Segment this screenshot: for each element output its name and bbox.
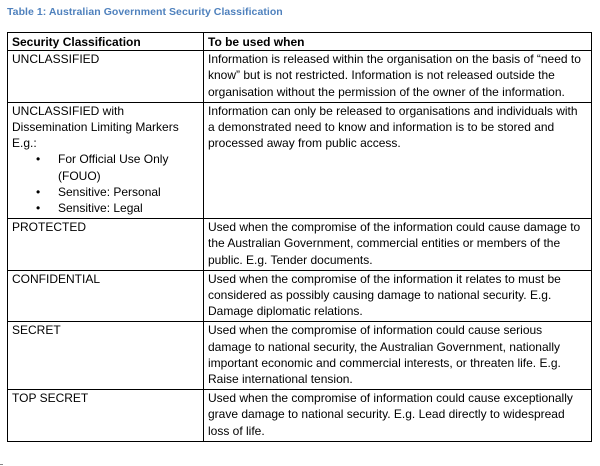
- list-item-text: For Official Use Only (FOUO): [58, 152, 169, 183]
- usage-cell: Information can only be released to organisations and individuals with a demonstrated need to know and information is to be stored and processed away from public access.: [204, 102, 592, 218]
- classification-cell: TOP SECRET: [8, 390, 204, 442]
- classification-cell: [8, 102, 204, 218]
- classification-cell: UNCLASSIFIED: [8, 51, 204, 103]
- list-item: [12, 200, 199, 216]
- list-item: [12, 151, 199, 183]
- table-row: [8, 322, 592, 390]
- table-header-row: [8, 33, 592, 51]
- list-item-text: Sensitive: Personal: [58, 184, 161, 199]
- column-header-usage: To be used when: [204, 33, 592, 51]
- bullet-icon: •: [36, 201, 41, 216]
- table-row: [8, 390, 592, 442]
- table-row: [8, 51, 592, 103]
- usage-cell: Used when the compromise of the information it relates to must be considered as possibly causing damage to national security. E.g. Damage diplomatic relations.: [204, 270, 592, 322]
- dlm-bullet-list: [12, 151, 199, 216]
- classification-label: UNCLASSIFIED with Dissemination Limiting Markers E.g.:: [12, 103, 179, 151]
- list-item-text: Sensitive: Legal: [58, 201, 143, 216]
- table-row: [8, 219, 592, 271]
- page-edge-mark: [0, 464, 3, 465]
- bullet-icon: •: [36, 184, 41, 199]
- classification-cell: PROTECTED: [8, 219, 204, 271]
- usage-cell: Information is released within the organisation on the basis of “need to know” but is not restricted. Information is not released outside the organisation without the permission of the owner of the information.: [204, 51, 592, 103]
- column-header-classification: Security Classification: [8, 33, 204, 51]
- usage-cell: Used when the compromise of information could cause serious damage to national security, the Australian Government, nationally important economic and commercial interests, or threaten life. E.g. Raise international tension.: [204, 322, 592, 390]
- classification-cell: CONFIDENTIAL: [8, 270, 204, 322]
- usage-cell: Used when the compromise of information could cause exceptionally grave damage to national security. E.g. Lead directly to widespread loss of life.: [204, 390, 592, 442]
- list-item: [12, 184, 199, 200]
- table-row: [8, 270, 592, 322]
- security-classification-table: [7, 32, 592, 442]
- classification-cell: SECRET: [8, 322, 204, 390]
- table-caption: Table 1: Australian Government Security Classification: [7, 6, 283, 18]
- table-row: [8, 102, 592, 218]
- bullet-icon: •: [36, 152, 41, 167]
- usage-cell: Used when the compromise of the information could cause damage to the Australian Government, commercial entities or members of the public. E.g. Tender documents.: [204, 219, 592, 271]
